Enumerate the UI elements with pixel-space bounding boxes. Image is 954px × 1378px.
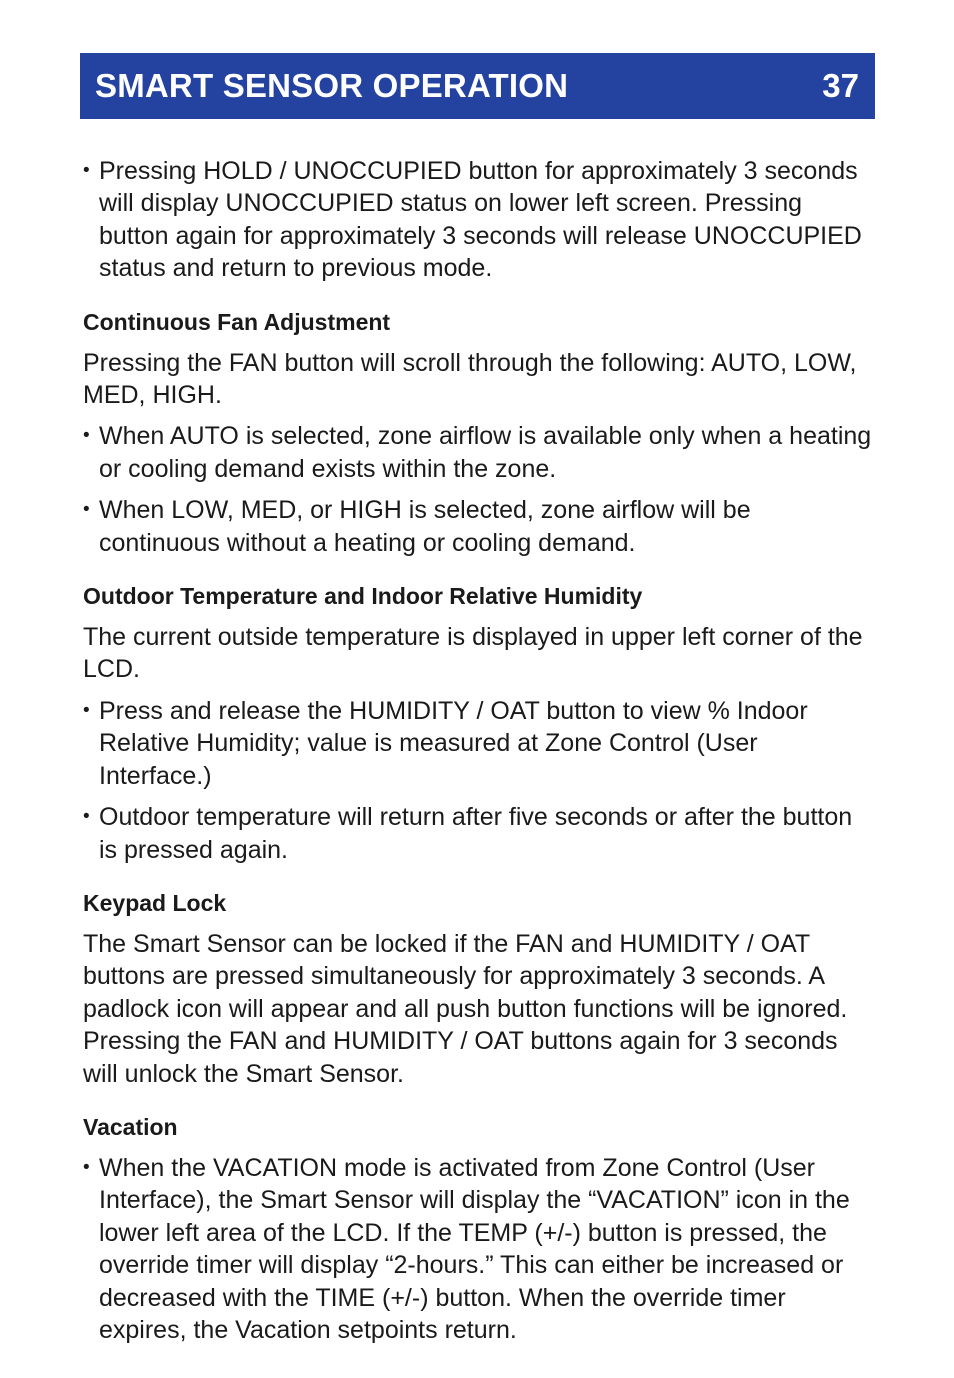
page-content xyxy=(83,155,875,1355)
section-heading-vacation: Vacation xyxy=(83,1113,178,1140)
fan-bullet-continuous: • When LOW, MED, or HIGH is selected, zone airflow will be continuous without a heating or cooling demand. xyxy=(83,494,875,559)
bullet-hold-unoccupied: • Pressing HOLD / UNOCCUPIED button for approximately 3 seconds will display UNOCCUPIED status on lower left screen. Pressing button again for approximately 3 seconds will release UNOCCUPIED status and return to previous mode. xyxy=(83,155,875,285)
vacation-bullet: • When the VACATION mode is activated from Zone Control (User Interface), the Smart Sensor will display the “VACATION” icon in the lower left area of the LCD. If the TEMP (+/-) button is pressed, the override timer will display “2-hours.” This can either be increased or decreased with the TIME (+/-) button. When the override timer expires, the Vacation setpoints return. xyxy=(83,1152,875,1346)
outdoor-bullet-humidity: • Press and release the HUMIDITY / OAT button to view % Indoor Relative Humidity; value is measured at Zone Control (User Interface.) xyxy=(83,695,875,792)
section-heading-outdoor: Outdoor Temperature and Indoor Relative Humidity xyxy=(83,583,643,610)
page-number: 37 xyxy=(822,67,859,104)
fan-paragraph: Pressing the FAN button will scroll through the following: AUTO, LOW, MED, HIGH. xyxy=(83,348,857,410)
outdoor-bullet-return: • Outdoor temperature will return after five seconds or after the button is pressed again. xyxy=(83,801,875,866)
outdoor-paragraph: The current outside temperature is displayed in upper left corner of the LCD. xyxy=(83,623,863,684)
fan-bullet-auto: • When AUTO is selected, zone airflow is available only when a heating or cooling demand exists within the zone. xyxy=(83,420,875,485)
keypad-paragraph: The Smart Sensor can be locked if the FAN and HUMIDITY / OAT buttons are pressed simultaneously for approximately 3 seconds. A padlock icon will appear and all push button functions will be ignored. Pressing the FAN and HUMIDITY / OAT buttons again for 3 seconds will unlock the Smart Sensor. xyxy=(83,929,848,1088)
page-title: SMART SENSOR OPERATION xyxy=(95,67,569,104)
section-heading-keypad: Keypad Lock xyxy=(83,889,227,916)
page-header xyxy=(80,53,875,119)
section-heading-fan: Continuous Fan Adjustment xyxy=(83,308,391,335)
